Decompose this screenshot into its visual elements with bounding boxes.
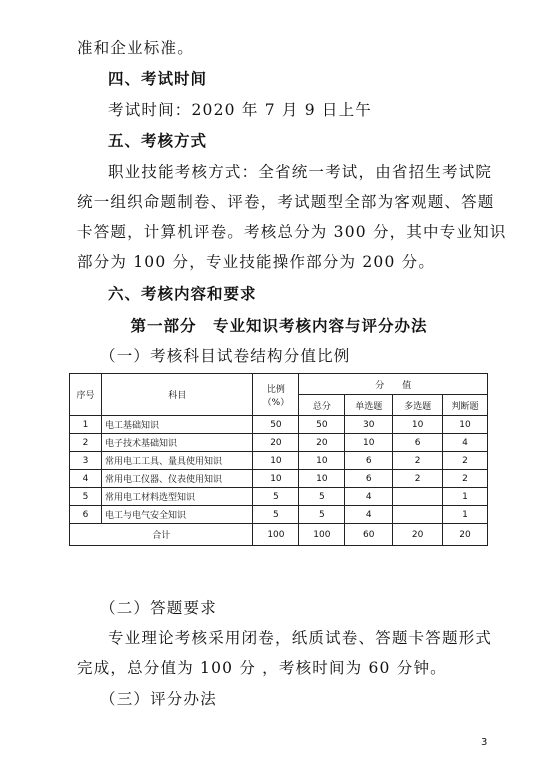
header-subject: 科目 (101, 374, 253, 416)
header-single: 单选题 (345, 395, 393, 416)
total-total: 100 (299, 524, 345, 546)
paragraph-line: 卡答题，计算机评卷。考核总分为 300 分，其中专业知识 (77, 223, 507, 241)
paragraph-line: 准和企业标准。 (77, 39, 194, 57)
cell-judge: 1 (443, 506, 488, 524)
total-judge: 20 (443, 524, 488, 546)
cell-multi (393, 488, 443, 506)
cell-subject: 电工与电气安全知识 (101, 506, 253, 524)
cell-subject: 常用电工仪器、仪表使用知识 (101, 470, 253, 488)
header-ratio-line1: 比例 (266, 384, 285, 395)
cell-seq: 1 (70, 416, 102, 434)
cell-total: 5 (299, 506, 345, 524)
cell-subject: 电子技术基础知识 (101, 434, 253, 452)
paragraph-line: 部分为 100 分，专业技能操作部分为 200 分。 (77, 253, 436, 271)
section-5-heading: 五、考核方式 (108, 132, 208, 150)
table-row (70, 470, 488, 488)
page-number: 3 (481, 737, 488, 748)
cell-seq: 3 (70, 452, 102, 470)
table-row (70, 488, 488, 506)
cell-ratio: 20 (253, 434, 299, 452)
header-judge: 判断题 (443, 395, 488, 416)
cell-seq: 4 (70, 470, 102, 488)
cell-ratio: 5 (253, 506, 299, 524)
part-1-title: 第一部分 专业知识考核内容与评分办法 (130, 317, 428, 335)
cell-ratio: 5 (253, 488, 299, 506)
paragraph-line: 专业理论考核采用闭卷，纸质试卷、答题卡答题形式 (108, 629, 493, 647)
paragraph-line: 职业技能考核方式：全省统一考试，由省招生考试院 (108, 163, 493, 181)
header-total: 总分 (299, 395, 345, 416)
cell-seq: 5 (70, 488, 102, 506)
cell-subject: 电工基础知识 (101, 416, 253, 434)
total-label: 合计 (70, 524, 253, 546)
exam-time-text: 考试时间：2020 年 7 月 9 日上午 (108, 101, 373, 119)
subsection-2-title: （二）答题要求 (100, 599, 217, 617)
subsection-1-title: （一）考核科目试卷结构分值比例 (100, 347, 351, 365)
cell-seq: 6 (70, 506, 102, 524)
cell-multi: 2 (393, 470, 443, 488)
cell-total: 50 (299, 416, 345, 434)
header-multi: 多选题 (393, 395, 443, 416)
cell-single: 4 (345, 488, 393, 506)
cell-single: 30 (345, 416, 393, 434)
cell-total: 20 (299, 434, 345, 452)
cell-judge: 1 (443, 488, 488, 506)
table-row (70, 416, 488, 434)
cell-total: 10 (299, 452, 345, 470)
cell-multi: 2 (393, 452, 443, 470)
cell-judge: 10 (443, 416, 488, 434)
cell-multi: 6 (393, 434, 443, 452)
section-6-heading: 六、考核内容和要求 (108, 285, 257, 303)
cell-judge: 2 (443, 470, 488, 488)
header-score-group: 分 值 (299, 374, 488, 395)
cell-subject: 常用电工材料选型知识 (101, 488, 253, 506)
header-seq: 序号 (70, 374, 102, 416)
table-row (70, 434, 488, 452)
section-4-heading: 四、考试时间 (108, 70, 208, 88)
table-total-row (70, 524, 488, 546)
score-distribution-table (69, 373, 488, 546)
cell-ratio: 10 (253, 452, 299, 470)
total-ratio: 100 (253, 524, 299, 546)
cell-seq: 2 (70, 434, 102, 452)
cell-single: 4 (345, 506, 393, 524)
paragraph-line: 统一组织命题制卷、评卷，考试题型全部为客观题、答题 (77, 193, 495, 211)
header-ratio-line2: （%） (262, 397, 290, 408)
header-ratio (253, 374, 299, 416)
cell-single: 10 (345, 434, 393, 452)
cell-multi (393, 506, 443, 524)
cell-judge: 2 (443, 452, 488, 470)
paragraph-line: 完成，总分值为 100 分 ，考核时间为 60 分钟。 (77, 659, 447, 677)
cell-multi: 10 (393, 416, 443, 434)
table-row (70, 452, 488, 470)
total-single: 60 (345, 524, 393, 546)
cell-subject: 常用电工工具、量具使用知识 (101, 452, 253, 470)
subsection-3-title: （三）评分办法 (100, 690, 217, 708)
table-row (70, 506, 488, 524)
cell-ratio: 50 (253, 416, 299, 434)
total-multi: 20 (393, 524, 443, 546)
cell-single: 6 (345, 470, 393, 488)
cell-single: 6 (345, 452, 393, 470)
cell-total: 10 (299, 470, 345, 488)
cell-ratio: 10 (253, 470, 299, 488)
cell-total: 5 (299, 488, 345, 506)
cell-judge: 4 (443, 434, 488, 452)
